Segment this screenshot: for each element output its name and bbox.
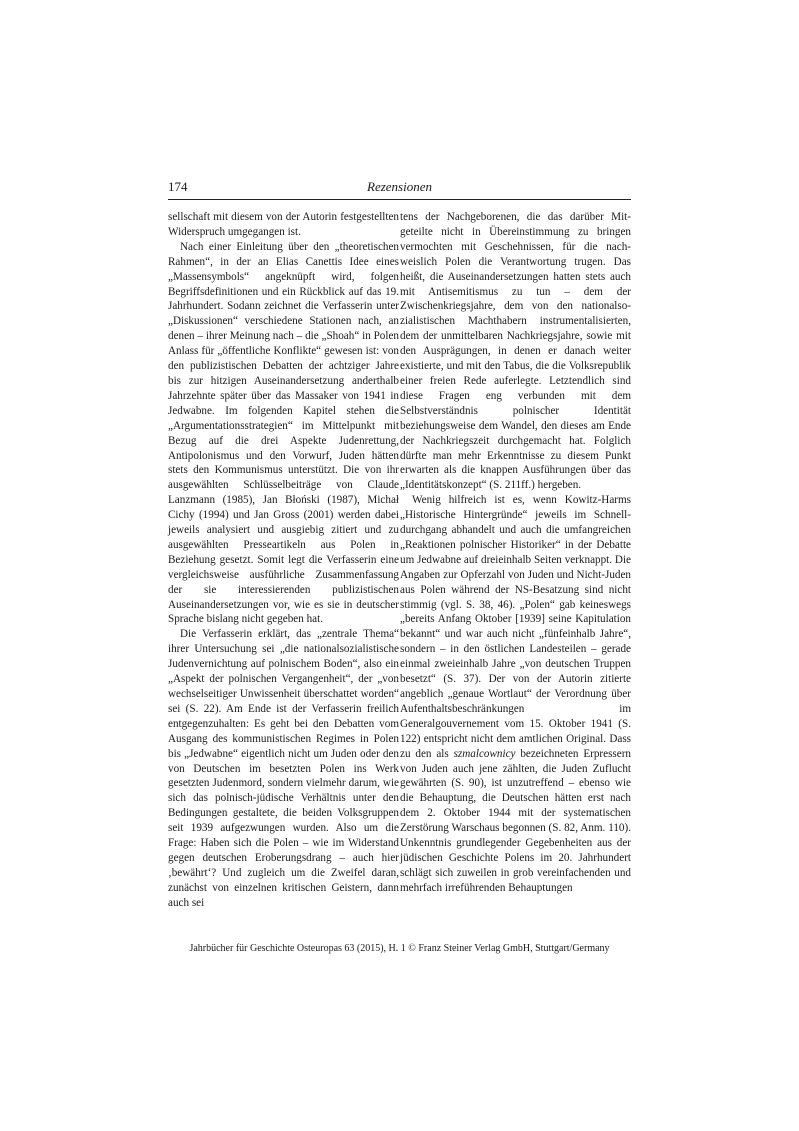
paragraph — [400, 493, 631, 895]
page-number: 174 — [168, 179, 188, 194]
paragraph: Nach einer Einleitung über den „theoretischen Rahmen“, in der an Elias Canettis Idee eines „Massensymbols“ angeknüpft wird, folgen Begriffsdefinitionen und ein Rückblick auf das 19. Jahrhundert. Sodann zeichnet die Verfasserin unter „Diskussionen“ verschiedene Stationen nach, an denen – ihrer Meinung nach – die „Shoah“ in Polen Anlass für „öffentliche Konflikte“ gewesen ist: von den publizistischen Debatten der achtziger Jahre bis zur hitzigen Auseinandersetzung anderthalb Jahrzehnte später über das Massaker von 1941 in Jedwabne. Im folgenden Kapitel stehen die „Argumentationsstrategien“ im Mittelpunkt mit Bezug auf die drei Aspekte Judenrettung, Antipolonismus und den Vorwurf, Juden hätten stets den Kommunismus unterstützt. Die von ihr ausgewählten Schlüsselbeiträge von Claude Lanzmann (1985), Jan Błoński (1987), Michał Cichy (1994) und Jan Gross (2001) werden dabei jeweils analysiert und ausgiebig zitiert und zu ausgewählten Presseartikeln aus Polen in Beziehung gesetzt. Somit legt die Verfasserin eine vergleichsweise ausführliche Zusammenfassung der sie interessierenden publizistischen Auseinandersetzungen vor, wie es sie in deutscher Sprache bislang nicht gegeben hat. — [168, 240, 399, 626]
emphasized-term: szmalcownicy — [453, 747, 516, 760]
right-column — [400, 210, 631, 896]
paragraph: tens der Nachgeborenen, die das darüber Mitgeteilte nicht in Übereinstimmung zu bringen vermochten mit Geschehnissen, für die nachweislich Polen die Verantwortung trugen. Das heißt, die Auseinandersetzungen hatten stets auch mit Antisemitismus zu tun – dem der Zwischenkriegsjahre, dem von den nationalsozialistischen Machthabern instrumentalisierten, dem der unmittelbaren Nachkriegsjahre, sowie mit den Ausprägungen, in denen er danach weiter existierte, und mit den Tabus, die die Volksrepublik einer freien Rede auferlegte. Letztendlich sind diese Fragen eng verbunden mit dem Selbstverständnis polnischer Identität beziehungsweise dem Wandel, den dieses am Ende der Nachkriegszeit durchgemacht hat. Folglich dürfte man mehr Erkenntnisse zu diesem Punkt erwarten als die knappen Ausführungen über das „Identitätskonzept“ (S. 211ff.) hergeben. — [400, 211, 631, 492]
paragraph: Die Verfasserin erklärt, das „zentrale Thema“ ihrer Untersuchung sei „die nationalsozialistische Judenvernichtung auf polnischem Boden“, also ein „Aspekt der polnischen Vergangenheit“, der „von wechselseitiger Unwissenheit überschattet worden“ sei (S. 22). Am Ende ist der Verfasserin freilich entgegenzuhalten: Es geht bei den Debatten vom Ausgang des kommunistischen Regimes in Polen bis „Jedwabne“ eigentlich nicht um Juden oder den von Deutschen im besetzten Polen ins Werk gesetzten Judenmord, sondern vielmehr darum, wie sich das polnisch-jüdische Verhältnis unter den Bedingungen gestaltete, die beiden Volksgruppen seit 1939 aufgezwungen wurden. Also um die Frage: Haben sich die Polen – wie im Widerstand gegen deutschen Eroberungsdrang – auch hier ‚bewährt‘? Und zugleich um die Zweifel daran, zunächst von einzelnen kritischen Geistern, dann auch sei — [168, 628, 399, 909]
running-header — [168, 177, 631, 200]
paragraph-text: Wenig hilfreich ist es, wenn Kowitz-Harms „Historische Hintergründe“ jeweils im Schnelldurchgang abhandelt und auch die umfangreichen „Reaktionen polnischer Historiker“ in der Debatte um Jedwabne auf dreieinhalb Seiten verknappt. Die Angaben zur Opferzahl von Juden und Nicht-Juden aus Polen während der NS-Besatzung sind nicht stimmig (vgl. S. 38, 46). „Polen“ gab keineswegs „bereits Anfang Oktober [1939] seine Kapitulation bekannt“ und war auch nicht „fünfeinhalb Jahre“, sondern – in den östlichen Landesteilen – gerade einmal zweieinhalb Jahre „von deutschen Truppen besetzt“ (S. 37). Der von der Autorin zitierte angeblich „genaue Wortlaut“ der Verordnung über Aufenthaltsbeschränkungen im Generalgouvernement vom 15. Oktober 1941 (S. 122) entspricht nicht dem amtlichen Original. Dass zu den als — [400, 494, 631, 760]
paragraph-text: bezeichneten Erpressern von Juden auch jene zählten, die Juden Zuflucht gewährten (S. 90), ist unzutreffend – ebenso wie die Behauptung, die Deutschen hätten erst nach dem 2. Oktober 1944 mit der systematischen Zerstörung Warschaus begonnen (S. 82, Anm. 110). Unkenntnis grundlegender Gegebenheiten aus der jüdischen Geschichte Polens im 20. Jahrhundert schlägt sich zuweilen in grob vereinfachenden und mehrfach irreführenden Behauptungen — [400, 747, 631, 894]
page-footer: Jahrbücher für Geschichte Osteuropas 63 (2015), H. 1 © Franz Steiner Verlag GmbH, Stuttgart/Germany — [189, 943, 610, 954]
paragraph: sellschaft mit diesem von der Autorin festgestellten Widerspruch umgegangen ist. — [168, 211, 399, 238]
left-column — [168, 210, 399, 911]
running-title: Rezensionen — [367, 179, 432, 194]
